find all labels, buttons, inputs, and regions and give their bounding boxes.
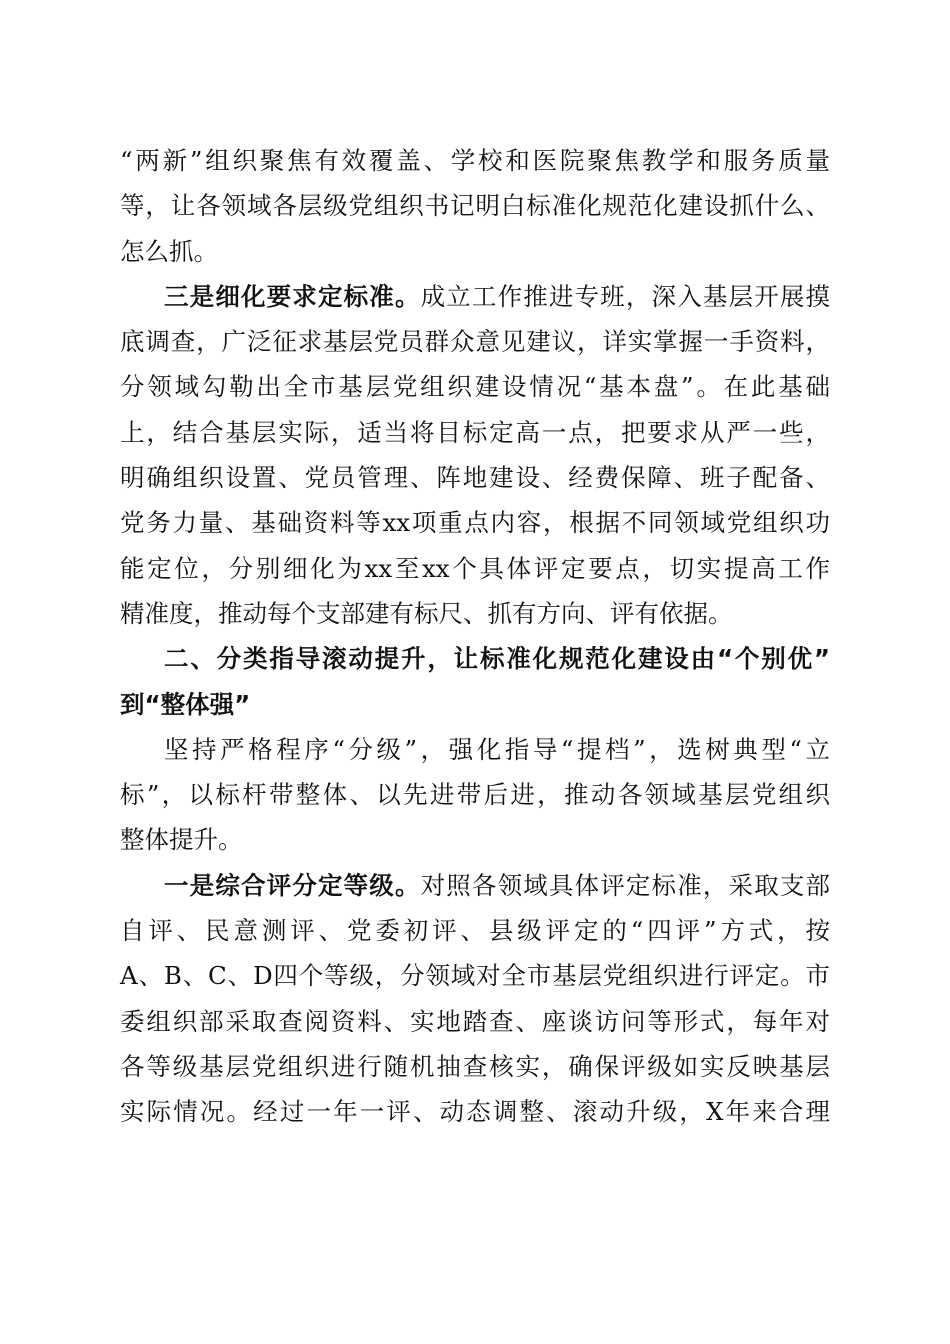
paragraph-line: 党务力量、基础资料等xx项重点内容，根据不同领域党组织功 [120, 508, 830, 538]
paragraph-lead: 一是综合评分定等级。 [164, 870, 421, 900]
paragraph-line: 底调查，广泛征求基层党员群众意见建议，详实掌握一手资料， [120, 327, 830, 357]
paragraph-lead: 三是细化要求定标准。 [164, 281, 421, 311]
paragraph-line: “两新”组织聚焦有效覆盖、学校和医院聚焦教学和服务质量 [120, 146, 830, 175]
paragraph-line: 能定位，分别细化为xx至xx个具体评定要点，切实提高工作 [120, 553, 830, 583]
paragraph-line: 明确组织设置、党员管理、阵地建设、经费保障、班子配备、 [120, 463, 830, 493]
paragraph-line: 三是细化要求定标准。成立工作推进专班，深入基层开展摸 [164, 281, 831, 311]
paragraph-line: 各等级基层党组织进行随机抽查核实，确保评级如实反映基层 [120, 1051, 830, 1081]
paragraph-line: 坚持严格程序“分级”，强化指导“提档”，选树典型“立 [164, 734, 830, 764]
document-body [120, 138, 830, 1135]
paragraph-line: A、B、C、D四个等级，分领域对全市基层党组织进行评定。市 [120, 961, 830, 991]
paragraph-line: 标”，以标杆带整体、以先进带后进，推动各领域基层党组织 [120, 780, 830, 810]
paragraph-line: 一是综合评分定等级。对照各领域具体评定标准，采取支部 [164, 870, 831, 900]
paragraph-line: 自评、民意测评、党委初评、县级评定的“四评”方式，按 [120, 916, 830, 946]
paragraph-line: 怎么抓。 [120, 236, 218, 266]
paragraph-line: 分领域勾勒出全市基层党组织建设情况“基本盘”。在此基础 [120, 372, 830, 402]
paragraph-line: 上，结合基层实际，适当将目标定高一点，把要求从严一些， [120, 417, 830, 447]
paragraph-line: 精准度，推动每个支部建有标尺、抓有方向、评有依据。 [120, 598, 733, 628]
paragraph-line: 委组织部采取查阅资料、实地踏查、座谈访问等形式，每年对 [120, 1006, 830, 1036]
paragraph-line: 等，让各领域各层级党组织书记明白标准化规范化建设抓什么、 [120, 191, 830, 221]
section-heading: 到“整体强” [120, 689, 251, 719]
paragraph-line: 整体提升。 [120, 825, 243, 855]
section-heading: 二、分类指导滚动提升，让标准化规范化建设由“个别优” [164, 644, 830, 674]
paragraph-line: 实际情况。经过一年一评、动态调整、滚动升级，X年来合理 [120, 1097, 830, 1127]
